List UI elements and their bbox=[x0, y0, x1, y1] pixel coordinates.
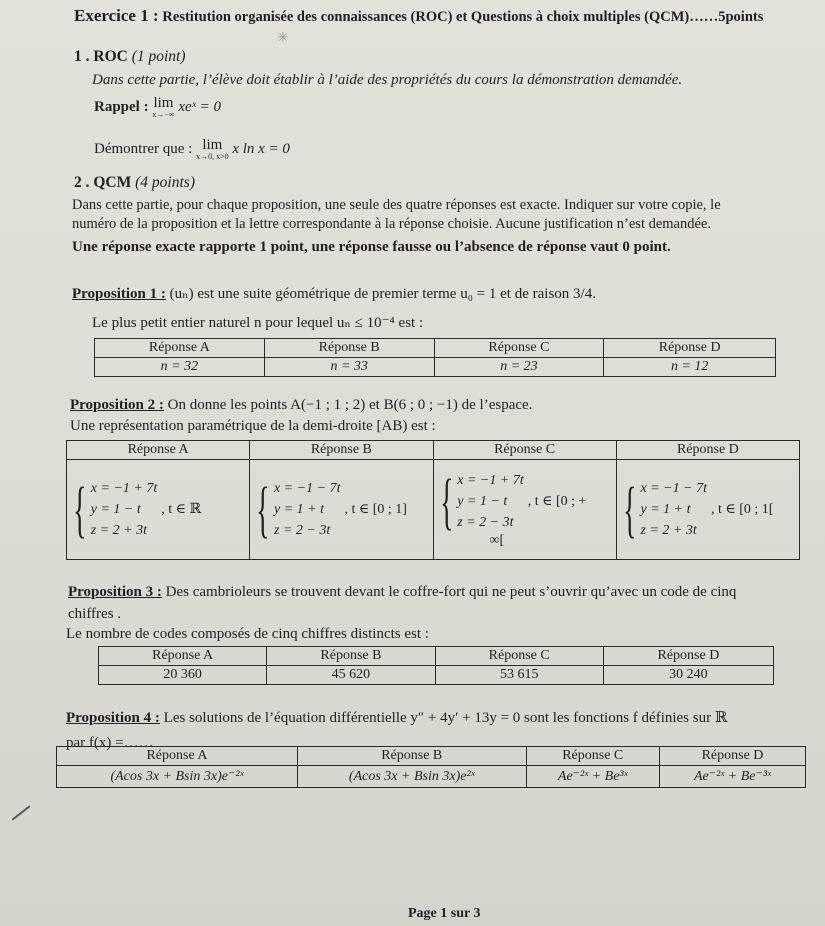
p1-header-d: Réponse D bbox=[604, 339, 776, 358]
proposition-1-text: (uₙ) est une suite géométrique de premier terme u₀ = 1 et de raison 3/4. bbox=[169, 286, 596, 302]
p2-a-condition: , t ∈ ℝ bbox=[161, 502, 202, 517]
exercise-title bbox=[74, 6, 763, 26]
p3-header-c: Réponse C bbox=[435, 647, 603, 666]
p1-header-a: Réponse A bbox=[95, 339, 265, 358]
p2-c-line2: y = 1 − t bbox=[457, 494, 508, 509]
proposition-2 bbox=[70, 397, 532, 414]
p3-answer-d: 30 240 bbox=[603, 666, 773, 685]
rappel-expression: xeˣ = 0 bbox=[178, 98, 221, 115]
p4-header-b: Réponse B bbox=[298, 747, 526, 766]
p1-answer-a: n = 32 bbox=[95, 358, 265, 377]
p2-c-condition: , t ∈ [0 ; + bbox=[527, 494, 587, 509]
page-number: Page 1 sur 3 bbox=[408, 906, 481, 921]
p2-a-line1: x = −1 + 7t bbox=[90, 481, 158, 496]
p1-header-b: Réponse B bbox=[264, 339, 434, 358]
exercise-label: Exercice 1 : bbox=[74, 6, 159, 25]
proposition-2-label: Proposition 2 : bbox=[70, 397, 164, 413]
proposition-3-table bbox=[98, 646, 774, 685]
p1-header-c: Réponse C bbox=[434, 339, 604, 358]
p2-d-line1: x = −1 − 7t bbox=[640, 481, 707, 496]
p4-answer-b: (Acos 3x + Bsin 3x)e²ˣ bbox=[298, 766, 526, 788]
decoration-mark-icon: ✳ bbox=[277, 31, 289, 46]
p2-header-a: Réponse A bbox=[67, 441, 250, 460]
left-brace-icon: { bbox=[622, 475, 637, 544]
p3-answer-b: 45 620 bbox=[267, 666, 435, 685]
table-row bbox=[99, 666, 774, 685]
p2-c-condition-end: ∞[ bbox=[489, 533, 505, 548]
p3-answer-c: 53 615 bbox=[435, 666, 603, 685]
p1-answer-c: n = 23 bbox=[434, 358, 604, 377]
table-row bbox=[67, 460, 800, 560]
p4-answer-d: Ae⁻²ˣ + Be⁻³ˣ bbox=[659, 766, 805, 788]
proposition-4-question: par f(x) =…… bbox=[66, 735, 154, 751]
proposition-3-text-line1: Des cambrioleurs se trouvent devant le coffre-fort qui ne peut s’ouvrir qu’avec un code de cinq bbox=[165, 584, 737, 600]
p1-answer-b: n = 33 bbox=[264, 358, 434, 377]
proposition-3-question: Le nombre de codes composés de cinq chiffres distincts est : bbox=[66, 626, 429, 642]
proposition-1-label: Proposition 1 : bbox=[72, 286, 166, 302]
exercise-description: Restitution organisée des connaissances (ROC) et Questions à choix multiples (QCM)……5points bbox=[162, 9, 764, 25]
p2-header-c: Réponse C bbox=[433, 441, 616, 460]
p2-header-b: Réponse B bbox=[250, 441, 433, 460]
proposition-4-label: Proposition 4 : bbox=[66, 710, 160, 726]
rappel-label: Rappel : bbox=[94, 98, 149, 115]
p4-header-c: Réponse C bbox=[526, 747, 659, 766]
p2-a-line3: z = 2 + 3t bbox=[90, 523, 147, 538]
qcm-heading-text: 2 . QCM bbox=[74, 174, 132, 191]
proposition-2-table bbox=[66, 440, 800, 560]
rappel-lim-word: lim bbox=[153, 95, 174, 111]
proposition-3-text-line2: chiffres . bbox=[68, 606, 122, 622]
table-header-row bbox=[67, 441, 800, 460]
pen-mark bbox=[12, 805, 31, 820]
p3-answer-a: 20 360 bbox=[99, 666, 267, 685]
p2-b-line1: x = −1 − 7t bbox=[274, 481, 341, 496]
roc-intro: Dans cette partie, l’élève doit établir à l’aide des propriétés du cours la démonstration demandée. bbox=[92, 72, 683, 88]
table-header-row bbox=[99, 647, 774, 666]
p4-header-d: Réponse D bbox=[659, 747, 805, 766]
demontrer-lim-word: lim bbox=[202, 137, 223, 153]
table-header-row bbox=[57, 747, 806, 766]
demontrer-line bbox=[94, 138, 290, 161]
p1-answer-d: n = 12 bbox=[604, 358, 776, 377]
roc-heading-text: 1 . ROC bbox=[74, 48, 128, 65]
p2-b-condition: , t ∈ [0 ; 1] bbox=[344, 502, 407, 517]
qcm-heading bbox=[74, 174, 195, 192]
proposition-3-label: Proposition 3 : bbox=[68, 584, 162, 600]
proposition-1 bbox=[72, 284, 596, 303]
table-row bbox=[95, 358, 776, 377]
demontrer-label: Démontrer que : bbox=[94, 140, 193, 157]
demontrer-lim-sub: x→0, x>0 bbox=[196, 152, 229, 161]
p4-header-a: Réponse A bbox=[57, 747, 298, 766]
p2-header-d: Réponse D bbox=[616, 441, 799, 460]
rappel-limit bbox=[152, 96, 174, 119]
proposition-1-table bbox=[94, 338, 776, 377]
p2-answer-c bbox=[433, 460, 616, 560]
p2-b-line2: y = 1 + t bbox=[274, 502, 325, 517]
proposition-4 bbox=[66, 708, 727, 727]
p2-b-line3: z = 2 − 3t bbox=[274, 523, 331, 538]
p4-answer-a: (Acos 3x + Bsin 3x)e⁻²ˣ bbox=[57, 766, 298, 788]
p2-c-line3: z = 2 − 3t bbox=[457, 515, 514, 530]
left-brace-icon: { bbox=[439, 467, 454, 536]
p2-answer-a bbox=[67, 460, 250, 560]
proposition-1-question: Le plus petit entier naturel n pour lequel uₙ ≤ 10⁻⁴ est : bbox=[92, 315, 424, 331]
qcm-points: (4 points) bbox=[135, 174, 195, 191]
proposition-2-text: On donne les points A(−1 ; 1 ; 2) et B(6 ; 0 ; −1) de l’espace. bbox=[167, 397, 533, 413]
demontrer-expression: x ln x = 0 bbox=[232, 140, 290, 157]
p2-a-line2: y = 1 − t bbox=[90, 502, 141, 517]
roc-heading bbox=[74, 48, 186, 66]
roc-points: (1 point) bbox=[131, 48, 186, 65]
left-brace-icon: { bbox=[73, 475, 87, 544]
p2-d-line2: y = 1 + t bbox=[640, 502, 691, 517]
p2-answer-d bbox=[616, 460, 799, 560]
p2-d-condition: , t ∈ [0 ; 1[ bbox=[710, 502, 774, 517]
p2-c-line1: x = −1 + 7t bbox=[457, 473, 524, 488]
p4-answer-c: Ae⁻²ˣ + Be³ˣ bbox=[526, 766, 659, 788]
proposition-4-text: Les solutions de l’équation différentielle y″ + 4y′ + 13y = 0 sont les fonctions f définies sur ℝ bbox=[163, 710, 728, 726]
proposition-2-question: Une représentation paramétrique de la demi-droite [AB) est : bbox=[70, 418, 436, 434]
p2-answer-b bbox=[250, 460, 433, 560]
table-row bbox=[57, 766, 806, 788]
p3-header-b: Réponse B bbox=[267, 647, 435, 666]
p3-header-d: Réponse D bbox=[603, 647, 773, 666]
rappel-lim-sub: x→−∞ bbox=[152, 110, 175, 119]
left-brace-icon: { bbox=[256, 475, 270, 544]
qcm-scoring: Une réponse exacte rapporte 1 point, une réponse fausse ou l’absence de réponse vaut 0 point. bbox=[72, 239, 671, 255]
p3-header-a: Réponse A bbox=[99, 647, 267, 666]
qcm-intro-line2: numéro de la proposition et la lettre correspondante à la réponse choisie. Aucune justification n’est demandée. bbox=[72, 216, 711, 232]
rappel-line bbox=[94, 96, 221, 119]
table-header-row bbox=[95, 339, 776, 358]
proposition-3 bbox=[68, 584, 736, 601]
qcm-intro-line1: Dans cette partie, pour chaque proposition, une seule des quatre réponses est exacte. Indiquer sur votre copie, le bbox=[72, 197, 721, 213]
proposition-4-table bbox=[56, 746, 806, 788]
demontrer-limit bbox=[196, 138, 229, 161]
p2-d-line3: z = 2 + 3t bbox=[640, 523, 697, 538]
